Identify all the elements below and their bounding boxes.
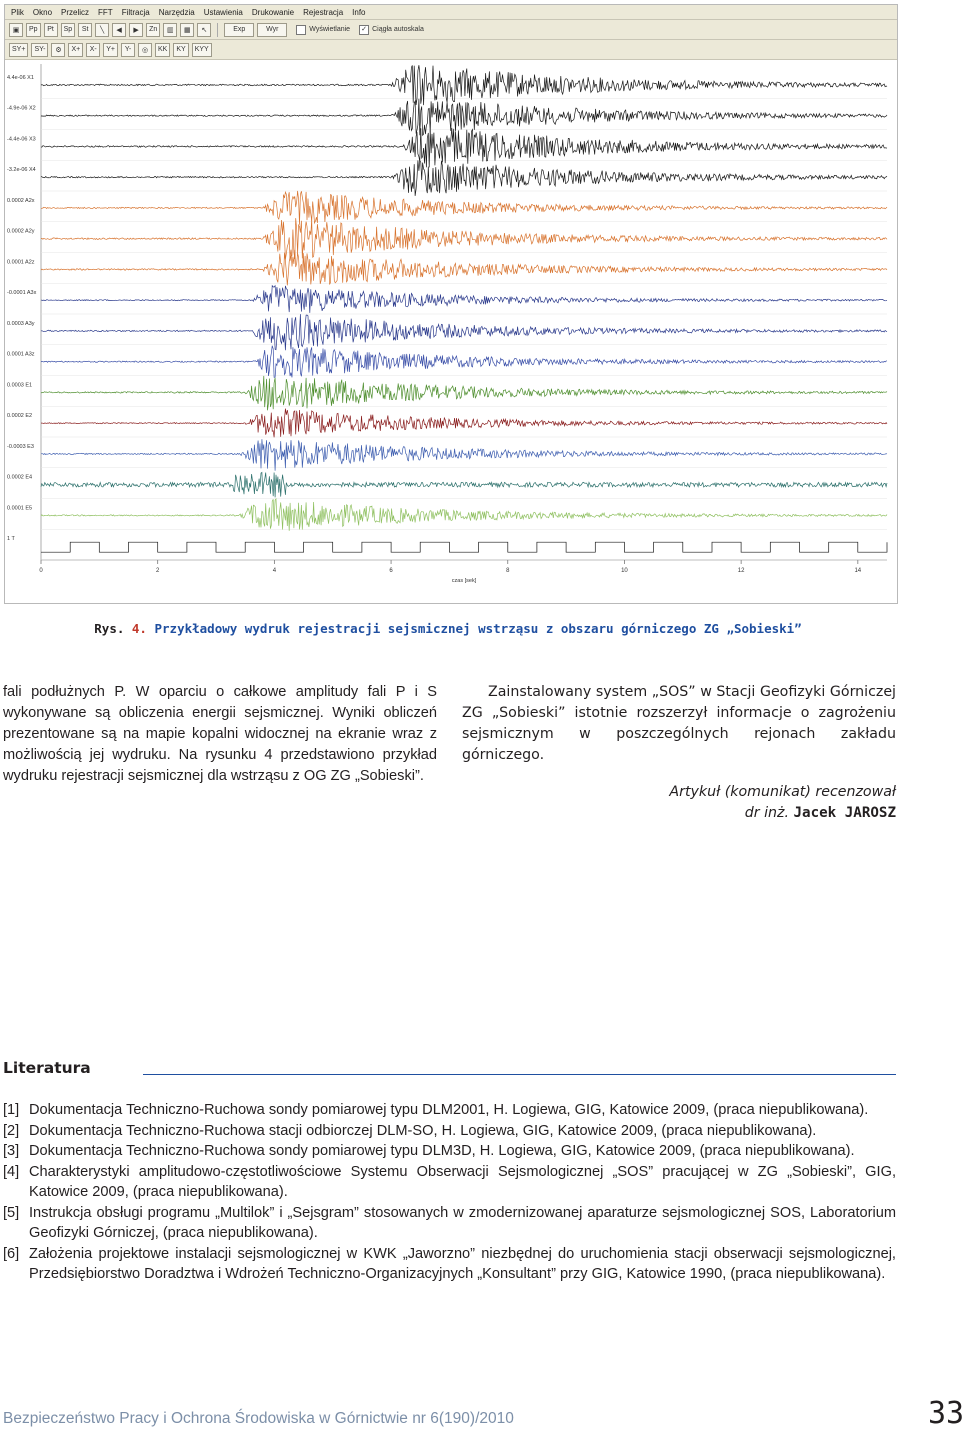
waveform-e3 <box>41 439 887 471</box>
waveform-a2z <box>41 250 887 286</box>
seismogram-plot <box>5 60 897 603</box>
pp-button[interactable]: Pp <box>26 23 41 37</box>
target-icon[interactable]: ◎ <box>138 43 152 57</box>
x-tick-label: 8 <box>506 568 510 574</box>
x-tick-label: 4 <box>272 568 277 574</box>
reference-list <box>3 1100 896 1285</box>
reference-item <box>3 1121 896 1142</box>
caption-label: Rys. <box>94 621 125 636</box>
sp-button[interactable]: Sp <box>61 23 76 37</box>
x-tick-label: 12 <box>737 568 745 574</box>
menu-item-filter[interactable]: Filtracja <box>121 7 150 17</box>
autoscale-checkbox[interactable] <box>359 25 424 35</box>
body-column-left <box>3 682 437 787</box>
kk-button[interactable]: KK <box>155 43 170 57</box>
review-note <box>462 782 896 824</box>
reference-number: [5] <box>3 1204 20 1221</box>
ky-button[interactable]: KY <box>173 43 188 57</box>
x-plus-button[interactable]: X+ <box>68 43 83 57</box>
wyr-button[interactable]: Wyr <box>257 23 287 37</box>
channel-scale-label: -0.0003 E3 <box>7 443 34 450</box>
menu-item-print[interactable]: Drukowanie <box>251 7 295 17</box>
channel-scale-label: 0.0002 A2y <box>7 228 35 235</box>
reference-number: [3] <box>3 1143 20 1159</box>
reviewer-line <box>462 803 896 824</box>
x-axis-label: czas [sek] <box>451 578 477 584</box>
reviewer-name: Jacek JAROSZ <box>793 805 896 821</box>
zoom-button[interactable]: Zn <box>146 23 160 37</box>
body-paragraph-left: fali podłużnych P. W oparciu o całkowe amplitudy fali P i S wykonywane są obliczenia energii sejsmicznej. Wyniki obliczeń prezentowane są na mapie kopalni widocznej na ekranie wraz z możliwością jej wydruku. Na rysunku 4 przedstawiono przykład wydruku rejestracji sejsmicznej dla wstrząsu z OG ZG „Sobieski”. <box>3 684 437 784</box>
channel-scale-label: -0.0001 A3x <box>7 290 37 297</box>
pt-button[interactable]: Pt <box>44 23 58 37</box>
waveform-a3z <box>41 346 887 378</box>
reference-number: [2] <box>3 1122 20 1139</box>
channel-scale-label: -4.9e-06 X2 <box>7 105 36 112</box>
checkbox-checked-icon: ✓ <box>359 25 369 35</box>
autoscale-checkbox-label: Ciągła autoskala <box>372 26 424 33</box>
reference-text: Charakterystyki amplitudowo-częstotliwościowe Systemu Obserwacji Sejsmologicznej „SOS” pracującej w ZG „Sobieski”, GIG, Katowice 2009, (praca niepublikowana). <box>29 1163 896 1200</box>
reference-item <box>3 1141 896 1162</box>
print-icon[interactable]: ▣ <box>9 23 23 37</box>
waveform-x4 <box>41 160 887 196</box>
st-button[interactable]: St <box>78 23 92 37</box>
waveform-x1 <box>41 65 887 105</box>
caption-text: Przykładowy wydruk rejestracji sejsmicznej wstrząsu z obszaru górniczego ZG „Sobieski” <box>154 621 802 636</box>
cursor-icon[interactable]: ↖ <box>197 23 211 37</box>
menu-item-recalc[interactable]: Przelicz <box>61 7 90 17</box>
show-checkbox-label: Wyświetlanie <box>309 26 351 33</box>
channel-scale-label: 4.4e-06 X1 <box>7 74 34 81</box>
caption-number: 4. <box>131 621 147 636</box>
toolbar-main <box>5 20 897 40</box>
body-paragraph-right: Zainstalowany system „SOS” w Stacji Geofizyki Górniczej ZG „Sobieski” istotnie rozszerzył informacje o zagrożeniu sejsmicznym w poszczególnych rejonach zakładu górniczego. <box>462 684 896 763</box>
reference-item <box>3 1162 896 1203</box>
waveform-e1 <box>41 376 887 410</box>
reference-item <box>3 1100 896 1121</box>
channel-scale-label: -4.4e-06 X3 <box>7 136 36 143</box>
waveform-x3 <box>41 128 887 167</box>
show-checkbox[interactable] <box>296 25 350 35</box>
reference-number: [1] <box>3 1102 20 1118</box>
channel-scale-label: 0.0001 E5 <box>7 505 33 512</box>
grid-icon[interactable]: ▦ <box>180 23 194 37</box>
exp-button[interactable]: Exp <box>224 23 254 37</box>
waveform-e4 <box>41 472 887 497</box>
channel-scale-label: -3.2e-06 X4 <box>7 167 36 174</box>
pick-icon[interactable]: ╲ <box>95 23 109 37</box>
reference-text: Dokumentacja Techniczno-Ruchowa stacji odbiorczej DLM-SO, H. Logiewa, GIG, Katowice 2009, (praca niepublikowana). <box>29 1122 817 1139</box>
toolbar-scale <box>5 40 897 60</box>
reviewer-title: dr inż. <box>744 805 789 821</box>
page-number: 33 <box>928 1396 964 1431</box>
journal-footer: Bezpieczeństwo Pracy i Ochrona Środowiska w Górnictwie nr 6(190)/2010 <box>3 1410 514 1427</box>
arrow-left-icon[interactable]: ◀ <box>112 23 126 37</box>
literature-divider <box>143 1074 896 1075</box>
channel-scale-label: 0.0001 A3z <box>7 351 35 358</box>
x-tick-label: 14 <box>854 568 862 574</box>
literature-heading: Literatura <box>3 1059 91 1077</box>
channel-scale-label: 0.0002 E4 <box>7 474 33 481</box>
arrow-right-icon[interactable]: ▶ <box>129 23 143 37</box>
waveform-x2 <box>41 99 887 136</box>
checkbox-unchecked-icon <box>296 25 306 35</box>
x-tick-label: 6 <box>389 568 393 574</box>
menu-item-file[interactable]: Plik <box>11 7 24 17</box>
chart-icon[interactable]: ▥ <box>163 23 177 37</box>
y-plus-button[interactable]: Y+ <box>103 43 118 57</box>
channel-scale-label: 0.0003 E1 <box>7 382 33 389</box>
waveform-a2y <box>41 218 887 261</box>
waveform-e5 <box>41 499 887 531</box>
reference-text: Założenia projektowe instalacji sejsmologicznej w KWK „Jaworzno” niezbędnej do uruchomienia stacji obserwacji sejsmologicznej, Przedsiębiorstwo Doradztwa i Wdrożeń Techniczno-Organizacyjnych „Konsultant” przy GIG, Katowice 1990, (praca niepublikowana). <box>29 1245 896 1282</box>
channel-scale-label: 0.0001 A2z <box>7 259 35 266</box>
waveform-a3x <box>41 286 887 313</box>
menu-item-settings[interactable]: Ustawienia <box>203 7 243 17</box>
channel-scale-label: 0.0003 A3y <box>7 320 35 327</box>
menu-item-window[interactable]: Okno <box>32 7 53 17</box>
reference-text: Dokumentacja Techniczno-Ruchowa sondy pomiarowej typu DLM3D, H. Logiewa, GIG, Katowice 2009, (praca niepublikowana). <box>29 1143 855 1159</box>
channel-scale-label: 1 T <box>7 536 15 543</box>
menu-item-recording[interactable]: Rejestracja <box>303 7 344 17</box>
settings-icon[interactable]: ⚙ <box>51 43 65 57</box>
reference-number: [6] <box>3 1245 20 1262</box>
menu-item-tools[interactable]: Narzędzia <box>158 7 195 17</box>
review-line: Artykuł (komunikat) recenzował <box>669 784 896 800</box>
kyy-button[interactable]: KYY <box>192 43 212 57</box>
sy-minus-button[interactable]: SY- <box>31 43 48 57</box>
seismogram-screenshot <box>4 4 898 604</box>
x-tick-label: 2 <box>156 568 160 574</box>
x-tick-label: 10 <box>621 568 628 574</box>
x-tick-label: 0 <box>39 568 43 574</box>
y-minus-button[interactable]: Y- <box>121 43 135 57</box>
channel-scale-label: 0.0002 E2 <box>7 413 33 420</box>
figure-caption <box>0 621 896 636</box>
channel-scale-label: 0.0002 A2x <box>7 197 35 204</box>
x-minus-button[interactable]: X- <box>86 43 100 57</box>
reference-item <box>3 1203 896 1244</box>
sy-plus-button[interactable]: SY+ <box>9 43 28 57</box>
reference-number: [4] <box>3 1163 20 1180</box>
app-menubar <box>5 5 897 20</box>
menu-item-info[interactable]: Info <box>352 7 366 17</box>
reference-text: Dokumentacja Techniczno-Ruchowa sondy pomiarowej typu DLM2001, H. Logiewa, GIG, Katowice 2009, (praca niepublikowana). <box>29 1102 869 1118</box>
waveform-a2x <box>41 191 887 225</box>
waveform-e2 <box>41 409 887 438</box>
waveform-t <box>41 542 887 552</box>
reference-item <box>3 1244 896 1285</box>
toolbar-separator <box>217 23 218 37</box>
reference-text: Instrukcja obsługi programu „Multilok” i „Sejsgram” stosowanych w zmodernizowanej aparaturze sejsmologicznej SOS, Laboratorium Geofizyki Górniczej, (praca niepublikowana). <box>29 1204 896 1241</box>
menu-item-fft[interactable]: FFT <box>98 7 113 17</box>
body-column-right <box>462 682 896 824</box>
